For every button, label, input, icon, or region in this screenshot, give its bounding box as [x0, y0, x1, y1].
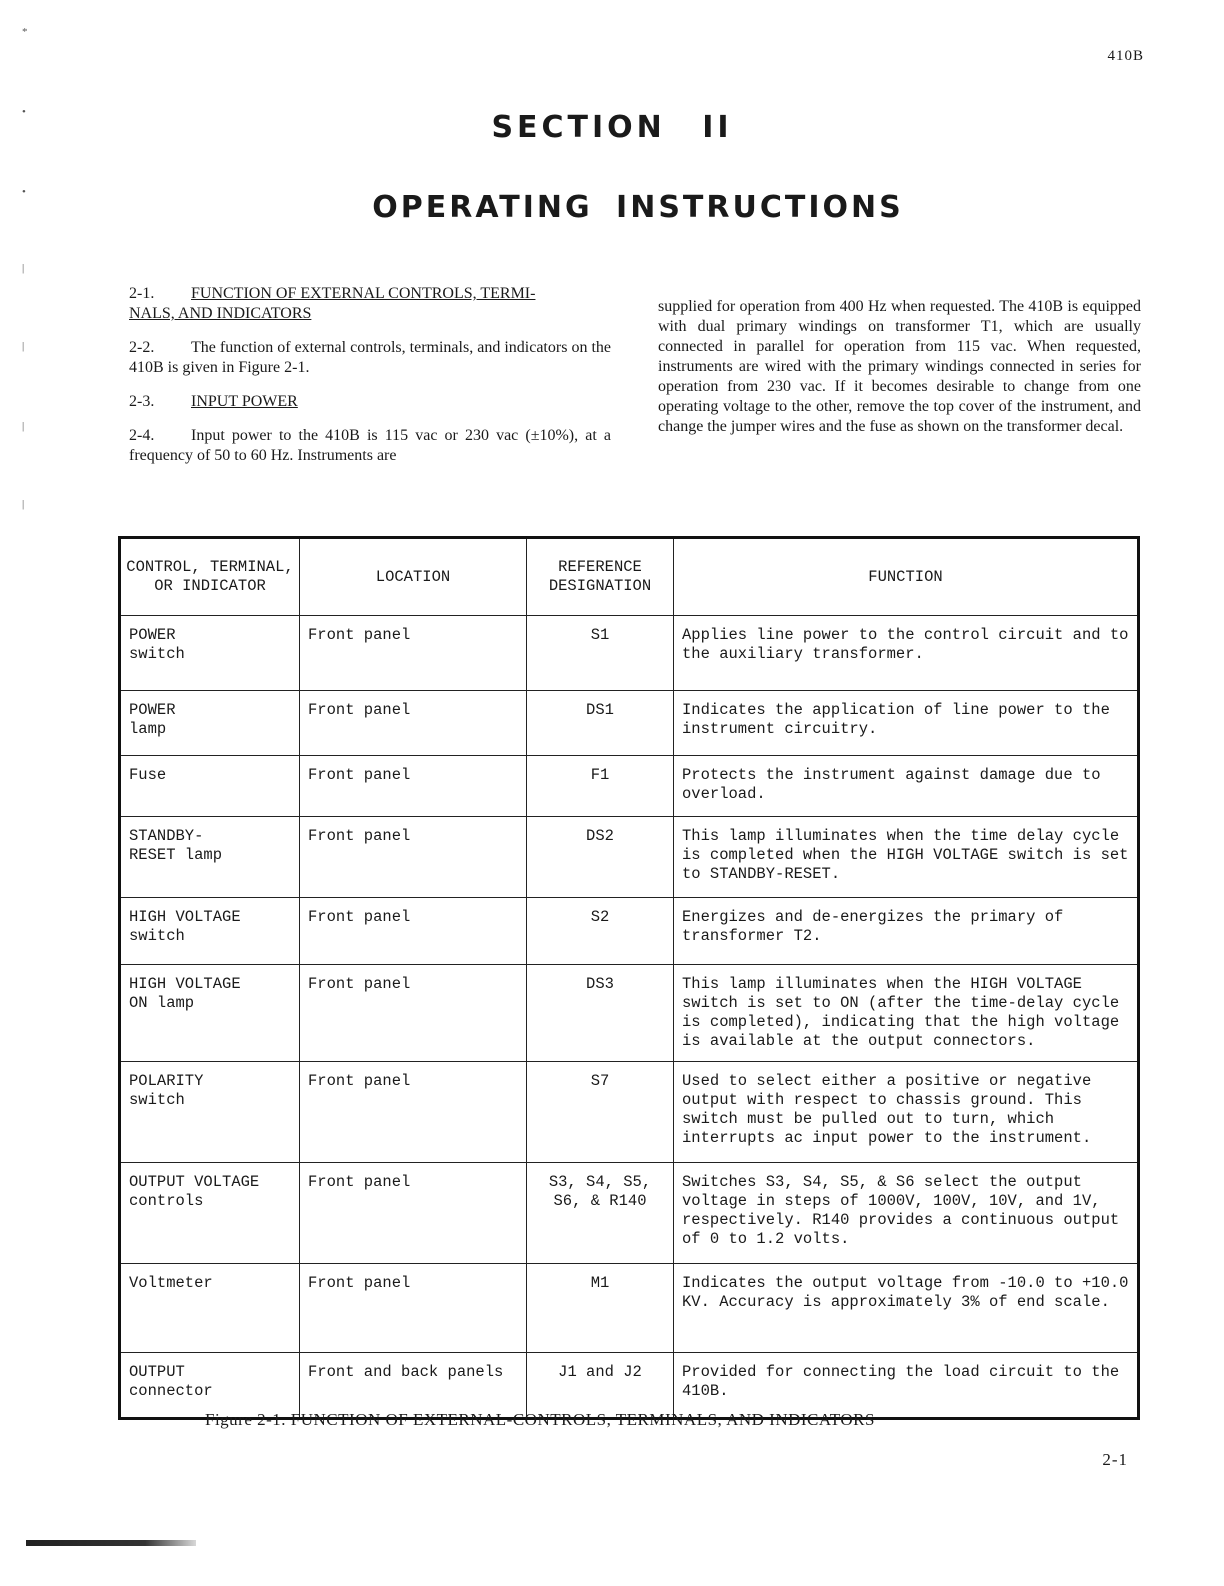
- paragraph-number: 2-4.: [129, 427, 155, 444]
- paragraph-number: 2-2.: [129, 339, 155, 356]
- table-row: [120, 898, 1139, 965]
- table-row: [120, 817, 1139, 898]
- cell-reference: DS3: [527, 965, 674, 1062]
- scan-artifact: [26, 1540, 196, 1546]
- margin-mark: |: [22, 340, 25, 352]
- cell-function: Applies line power to the control circuit and to the auxiliary transformer.: [674, 616, 1139, 691]
- cell-location: Front panel: [300, 1163, 527, 1264]
- cell-control: [120, 756, 300, 817]
- control-name: POWER: [129, 626, 176, 644]
- control-name: POWER: [129, 701, 176, 719]
- table-header-row: [120, 538, 1139, 616]
- margin-mark: |: [22, 498, 25, 510]
- table-row: [120, 691, 1139, 756]
- control-type: RESET lamp: [129, 846, 223, 864]
- paragraph-number: 2-3.: [129, 393, 155, 410]
- margin-mark: |: [22, 420, 25, 432]
- cell-location: Front panel: [300, 965, 527, 1062]
- table-row: [120, 1353, 1139, 1419]
- cell-reference: DS2: [527, 817, 674, 898]
- cell-reference: F1: [527, 756, 674, 817]
- cell-function: Provided for connecting the load circuit to the 410B.: [674, 1353, 1139, 1419]
- cell-function: Indicates the output voltage from -10.0 to +10.0 KV. Accuracy is approximately 3% of end scale.: [674, 1264, 1139, 1353]
- control-type: switch: [129, 1091, 185, 1109]
- page-number: 2-1: [1102, 1450, 1128, 1469]
- column-header-reference: REFERENCE DESIGNATION: [527, 538, 674, 616]
- control-type: controls: [129, 1192, 204, 1210]
- cell-location: Front panel: [300, 817, 527, 898]
- cell-reference: M1: [527, 1264, 674, 1353]
- control-type: switch: [129, 645, 185, 663]
- cell-location: Front panel: [300, 898, 527, 965]
- control-type: connector: [129, 1382, 213, 1400]
- table-row: [120, 756, 1139, 817]
- margin-mark: •: [22, 106, 26, 118]
- left-column: [129, 284, 611, 480]
- control-name: HIGH VOLTAGE: [129, 908, 241, 926]
- cell-control: [120, 965, 300, 1062]
- cell-function: Energizes and de-energizes the primary of transformer T2.: [674, 898, 1139, 965]
- cell-function: This lamp illuminates when the time delay cycle is completed when the HIGH VOLTAGE switch is set to STANDBY-RESET.: [674, 817, 1139, 898]
- table-row: [120, 1264, 1139, 1353]
- paragraph-2-3: [129, 392, 611, 412]
- margin-mark: |: [22, 262, 25, 274]
- control-name: OUTPUT: [129, 1363, 185, 1381]
- control-name: HIGH VOLTAGE: [129, 975, 241, 993]
- table-row: [120, 616, 1139, 691]
- control-type: ON lamp: [129, 994, 195, 1012]
- paragraph-text: Input power to the 410B is 115 vac or 230 vac (±10%), at a frequency of 50 to 60 Hz. Instruments are: [129, 427, 611, 464]
- paragraph-2-1: [129, 284, 611, 324]
- column-header-location: LOCATION: [300, 538, 527, 616]
- paragraph-2-4: [129, 426, 611, 466]
- cell-location: Front panel: [300, 616, 527, 691]
- function-table: [118, 536, 1140, 1420]
- paragraph-number: 2-1.: [129, 285, 155, 302]
- cell-control: [120, 616, 300, 691]
- cell-function: This lamp illuminates when the HIGH VOLTAGE switch is set to ON (after the time-delay cycle is completed), indicating that the high voltage is available at the output connectors.: [674, 965, 1139, 1062]
- figure-caption: Figure 2-1. FUNCTION OF EXTERNAL-CONTROLS, TERMINALS, AND INDICATORS: [205, 1410, 875, 1429]
- cell-location: Front panel: [300, 691, 527, 756]
- cell-location: Front panel: [300, 1062, 527, 1163]
- right-column-paragraph: supplied for operation from 400 Hz when requested. The 410B is equipped with dual primary windings on transformer T1, which are usually connected in parallel for operation from 115 vac. When requested, instruments are wired with the primary windings connected in series for operation from 230 vac. If it becomes desirable to change from one operating voltage to the other, remove the top cover of the instrument, and change the jumper wires and the fuse as shown on the transformer decal.: [658, 298, 1141, 435]
- margin-mark: •: [22, 186, 26, 198]
- cell-control: [120, 817, 300, 898]
- cell-reference: S3, S4, S5, S6, & R140: [527, 1163, 674, 1264]
- cell-control: [120, 1264, 300, 1353]
- page-model-id: 410B: [1107, 48, 1144, 64]
- paragraph-heading: FUNCTION OF EXTERNAL CONTROLS, TERMI-: [191, 285, 536, 302]
- table-row: [120, 965, 1139, 1062]
- paragraph-2-2: [129, 338, 611, 378]
- cell-control: [120, 691, 300, 756]
- cell-location: Front and back panels: [300, 1353, 527, 1419]
- control-name: OUTPUT VOLTAGE: [129, 1173, 260, 1191]
- page-title: OPERATING INSTRUCTIONS: [372, 190, 904, 225]
- control-name: STANDBY-: [129, 827, 204, 845]
- control-name: POLARITY: [129, 1072, 204, 1090]
- margin-mark: *: [22, 26, 28, 38]
- table-row: [120, 1163, 1139, 1264]
- cell-reference: DS1: [527, 691, 674, 756]
- control-name: Voltmeter: [129, 1274, 213, 1292]
- column-header-control: CONTROL, TERMINAL, OR INDICATOR: [120, 538, 300, 616]
- control-name: Fuse: [129, 766, 167, 784]
- cell-function: Used to select either a positive or negative output with respect to chassis ground. This switch must be pulled out to turn, which interrupts ac input power to the instrument.: [674, 1062, 1139, 1163]
- cell-reference: S1: [527, 616, 674, 691]
- paragraph-heading: INPUT POWER: [191, 393, 298, 410]
- section-heading: SECTION II: [491, 110, 733, 145]
- control-type: switch: [129, 927, 185, 945]
- cell-control: [120, 1353, 300, 1419]
- cell-control: [120, 898, 300, 965]
- table-row: [120, 1062, 1139, 1163]
- cell-reference: J1 and J2: [527, 1353, 674, 1419]
- cell-location: Front panel: [300, 1264, 527, 1353]
- cell-reference: S2: [527, 898, 674, 965]
- cell-function: Protects the instrument against damage due to overload.: [674, 756, 1139, 817]
- cell-reference: S7: [527, 1062, 674, 1163]
- cell-function: Switches S3, S4, S5, & S6 select the output voltage in steps of 1000V, 100V, 10V, and 1V, respectively. R140 provides a continuous output of 0 to 1.2 volts.: [674, 1163, 1139, 1264]
- cell-function: Indicates the application of line power to the instrument circuitry.: [674, 691, 1139, 756]
- cell-control: [120, 1062, 300, 1163]
- column-header-function: FUNCTION: [674, 538, 1139, 616]
- paragraph-heading-cont: NALS, AND INDICATORS: [129, 305, 312, 322]
- paragraph-text: The function of external controls, terminals, and indicators on the 410B is given in Figure 2-1.: [129, 339, 611, 376]
- cell-location: Front panel: [300, 756, 527, 817]
- cell-control: [120, 1163, 300, 1264]
- control-type: lamp: [129, 720, 167, 738]
